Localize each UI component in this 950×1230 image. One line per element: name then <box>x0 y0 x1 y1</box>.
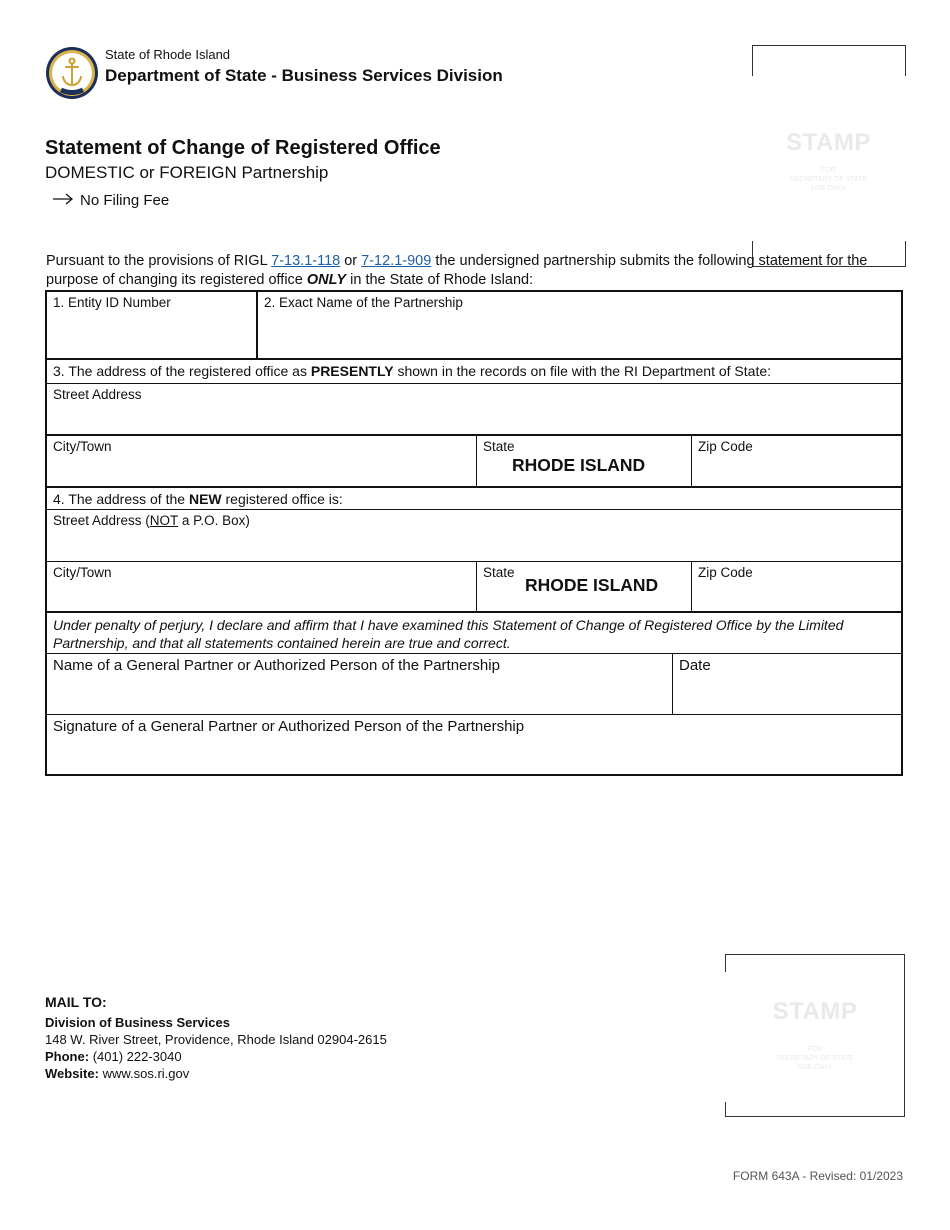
document-subtitle: DOMESTIC or FOREIGN Partnership <box>45 163 329 182</box>
change-of-office-form <box>45 290 903 776</box>
present-heading-pre: 3. The address of the registered office as <box>53 363 311 379</box>
stamp-box-top <box>752 45 905 267</box>
present-heading-bold: PRESENTLY <box>310 363 394 379</box>
new-address-heading <box>47 488 901 509</box>
new-heading-pre: 4. The address of the <box>53 491 189 507</box>
new-state-label: State <box>483 565 515 580</box>
stamp-line3-bottom: USE ONLY <box>797 1064 833 1071</box>
mailing-info <box>45 994 387 1082</box>
new-address-heading-row <box>47 488 901 510</box>
present-state-value: RHODE ISLAND <box>512 455 646 475</box>
division-name: Division of Business Services <box>45 1015 230 1030</box>
new-street-label-not: NOT <box>149 513 179 528</box>
rigl-link-7-13-1-118[interactable]: 7-13.1-118 <box>271 253 341 269</box>
present-state-field <box>476 436 691 486</box>
new-zip-label: Zip Code <box>698 565 753 580</box>
date-field[interactable] <box>672 654 901 714</box>
stamp-box-bottom <box>725 954 905 1116</box>
intro-emphasis: ONLY <box>306 272 347 288</box>
new-street-row <box>47 510 901 562</box>
entity-row <box>47 292 901 360</box>
website-url: www.sos.ri.gov <box>102 1066 190 1081</box>
rigl-link-7-12-1-909[interactable]: 7-12.1-909 <box>361 253 432 269</box>
new-city-label: City/Town <box>53 565 112 580</box>
new-state-value: RHODE ISLAND <box>525 575 659 595</box>
mail-address: 148 W. River Street, Providence, Rhode Island 02904-2615 <box>45 1032 387 1047</box>
intro-paragraph <box>46 252 906 290</box>
signature-row <box>47 715 901 774</box>
form-number: FORM 643A - Revised: 01/2023 <box>732 1169 903 1183</box>
present-city-field[interactable] <box>47 436 476 486</box>
right-arrow-icon <box>52 192 74 209</box>
phone-number: (401) 222-3040 <box>92 1049 182 1064</box>
new-city-field[interactable] <box>47 562 476 611</box>
filing-fee-text: No Filing Fee <box>80 192 170 209</box>
intro-text-2: or <box>340 253 362 269</box>
filing-fee-note <box>52 192 169 209</box>
stamp-line1: FOR <box>821 167 836 174</box>
present-street-label: Street Address <box>53 387 142 402</box>
intro-text-3: the undersigned partnership submits the following statement for the purpose of changing its registered office <box>46 253 868 288</box>
present-address-heading <box>47 360 901 383</box>
present-street-field[interactable] <box>47 384 901 434</box>
intro-text-1: Pursuant to the provisions of RIGL <box>46 253 272 269</box>
perjury-declaration: Under penalty of perjury, I declare and affirm that I have examined this Statement of Change of Registered Office by the Limited Partnership, and that all statements contained herein are true and correct. <box>53 617 844 651</box>
new-city-row <box>47 562 901 613</box>
document-title: Statement of Change of Registered Office <box>45 137 441 159</box>
partner-name-label: Name of a General Partner or Authorized Person of the Partnership <box>53 657 500 674</box>
phone-line <box>45 1048 387 1065</box>
stamp-label: STAMP <box>786 129 871 156</box>
present-address-heading-row <box>47 360 901 384</box>
stamp-line3: USE ONLY <box>811 185 846 192</box>
signature-label: Signature of a General Partner or Authorized Person of the Partnership <box>53 718 525 735</box>
present-heading-post: shown in the records on file with the RI Department of State: <box>393 363 772 379</box>
partnership-name-field[interactable] <box>256 292 901 358</box>
present-street-row <box>47 384 901 436</box>
new-street-label-pre: Street Address ( <box>53 513 150 528</box>
stamp-line2: SECRETARY OF STATE <box>789 176 868 183</box>
present-zip-field[interactable] <box>691 436 901 486</box>
mail-to-heading: MAIL TO: <box>45 994 107 1010</box>
present-city-row <box>47 436 901 488</box>
present-city-label: City/Town <box>53 439 112 454</box>
stamp-label-bottom: STAMP <box>772 998 858 1025</box>
phone-label: Phone: <box>45 1049 90 1064</box>
department-name: Department of State - Business Services Division <box>105 66 503 85</box>
new-zip-field[interactable] <box>691 562 901 611</box>
partner-name-row <box>47 654 901 715</box>
new-street-label-post: a P.O. Box) <box>178 513 250 528</box>
website-label: Website: <box>45 1066 99 1081</box>
date-label: Date <box>679 657 711 674</box>
new-street-field[interactable] <box>47 510 901 561</box>
new-state-field <box>476 562 691 611</box>
declaration-row <box>47 613 901 654</box>
stamp-line2-bottom: SECRETARY OF STATE <box>776 1055 854 1062</box>
new-heading-bold: NEW <box>188 491 222 507</box>
stamp-line1-bottom: FOR <box>807 1046 823 1053</box>
entity-id-label: 1. Entity ID Number <box>53 295 171 310</box>
new-heading-post: registered office is: <box>221 491 343 507</box>
state-seal-logo <box>45 46 99 100</box>
partner-name-field[interactable] <box>47 654 672 714</box>
signature-field[interactable] <box>47 715 901 774</box>
present-zip-label: Zip Code <box>698 439 753 454</box>
present-state-label: State <box>483 439 515 454</box>
entity-id-field[interactable] <box>47 292 256 358</box>
website-line <box>45 1065 387 1082</box>
intro-text-4: in the State of Rhode Island: <box>346 272 534 288</box>
state-name: State of Rhode Island <box>105 47 231 62</box>
partnership-name-label: 2. Exact Name of the Partnership <box>264 295 463 310</box>
